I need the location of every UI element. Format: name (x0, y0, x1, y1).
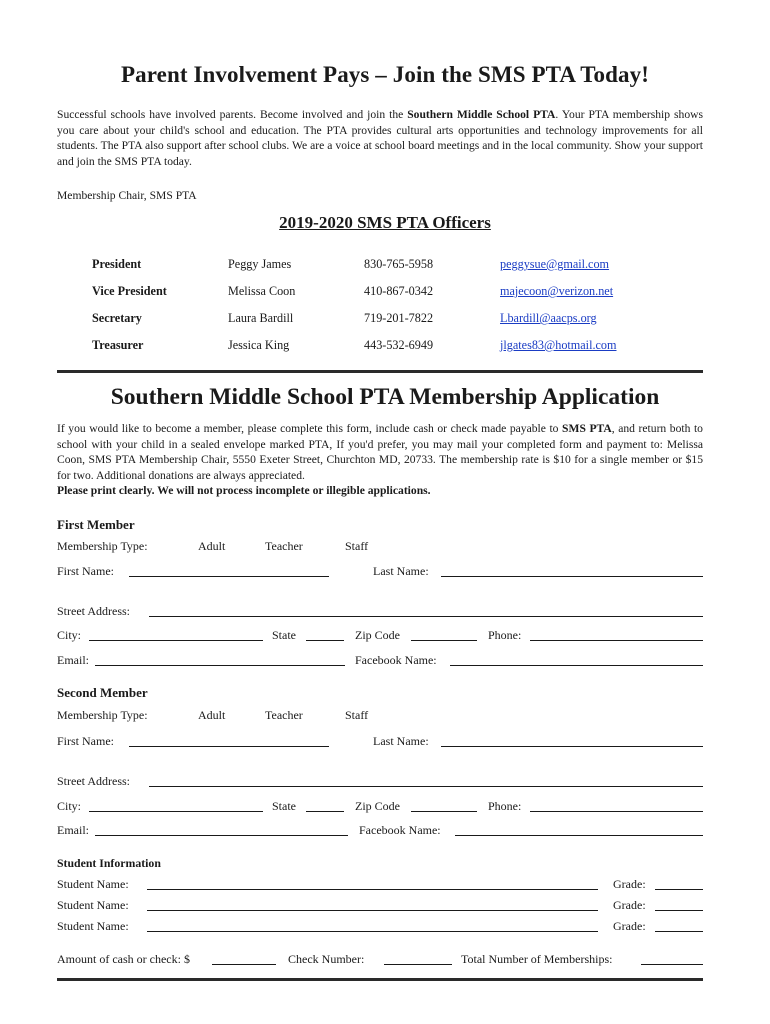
application-title: Southern Middle School PTA Membership Application (110, 384, 660, 410)
type-option-adult[interactable]: Adult (198, 708, 226, 722)
zip-code-field[interactable] (411, 811, 477, 812)
grade-label: Grade: (613, 898, 646, 912)
intro-paragraph: Successful schools have involved parents. Become involved and join the Southern Middle School PTA. Your PTA membership shows you care about your child's school and education. The PTA provides cultural arts opportunities and technology improvements for all students. The PTA also support after school clubs. We are a voice at school board meetings and in the local community. Show your support and join the SMS PTA today. (57, 108, 703, 168)
second-member-heading: Second Member (57, 685, 148, 700)
email-label: Email: (57, 823, 89, 837)
page-title: Parent Involvement Pays – Join the SMS PTA Today! (121, 62, 649, 87)
amount-label: Amount of cash or check: $ (57, 952, 190, 966)
application-instructions: If you would like to become a member, please complete this form, include cash or check made payable to SMS PTA, and return both to school with your child in a sealed envelope marked PTA, If you'd prefer, you may mail your completed form and payment to: Melissa Coon, SMS PTA Membership Chair, 5550 Exeter Street, Churchton MD, 20733. The membership rate is $10 for a single member or $15 for two. Additional donations are always appreciated. Please print clearly. We will not process incomplete or illegible applications. (57, 422, 703, 498)
officer-row (0, 257, 770, 277)
zip-code-field[interactable] (411, 640, 477, 641)
phone-field[interactable] (530, 640, 703, 641)
phone-label: Phone: (488, 799, 522, 813)
grade-label: Grade: (613, 919, 646, 933)
grade-field[interactable] (655, 931, 703, 932)
type-option-staff[interactable]: Staff (345, 539, 369, 553)
facebook-name-label: Facebook Name: (359, 823, 441, 837)
officer-phone: 719-201-7822 (364, 311, 434, 325)
email-field[interactable] (95, 665, 345, 666)
officer-role: President (92, 257, 142, 271)
last-name-label: Last Name: (373, 564, 429, 578)
type-option-adult[interactable]: Adult (198, 539, 226, 553)
facebook-name-field[interactable] (450, 665, 703, 666)
city-field[interactable] (89, 811, 263, 812)
student-name-field[interactable] (147, 910, 598, 911)
facebook-name-label: Facebook Name: (355, 653, 437, 667)
bottom-divider (57, 978, 703, 981)
type-option-staff[interactable]: Staff (345, 708, 369, 722)
city-field[interactable] (89, 640, 263, 641)
amount-field[interactable] (212, 964, 276, 965)
phone-label: Phone: (488, 628, 522, 642)
grade-field[interactable] (655, 910, 703, 911)
street-address-label: Street Address: (57, 774, 130, 788)
email-field[interactable] (95, 835, 348, 836)
officer-role: Vice President (92, 284, 167, 298)
student-name-label: Student Name: (57, 877, 129, 891)
officer-email-link[interactable]: jlgates83@hotmail.com (500, 338, 617, 352)
total-memberships-field[interactable] (641, 964, 703, 965)
membership-type-label: Membership Type: (57, 708, 148, 722)
membership-type-label: Membership Type: (57, 539, 148, 553)
street-address-field[interactable] (149, 616, 703, 617)
student-name-field[interactable] (147, 931, 598, 932)
grade-field[interactable] (655, 889, 703, 890)
type-option-teacher[interactable]: Teacher (265, 708, 303, 722)
first-name-field[interactable] (129, 576, 329, 577)
state-label: State (272, 799, 296, 813)
state-field[interactable] (306, 640, 344, 641)
student-information-heading: Student Information (57, 856, 161, 870)
officer-role: Treasurer (92, 338, 144, 352)
first-name-label: First Name: (57, 734, 114, 748)
city-label: City: (57, 799, 82, 813)
email-label: Email: (57, 653, 89, 667)
type-option-teacher[interactable]: Teacher (265, 539, 303, 553)
officer-name: Melissa Coon (228, 284, 296, 298)
officer-row (0, 338, 770, 358)
check-number-field[interactable] (384, 964, 452, 965)
student-name-label: Student Name: (57, 919, 129, 933)
last-name-field[interactable] (441, 746, 703, 747)
section-divider (57, 370, 703, 373)
last-name-label: Last Name: (373, 734, 429, 748)
state-label: State (272, 628, 296, 642)
last-name-field[interactable] (441, 576, 703, 577)
officer-role: Secretary (92, 311, 142, 325)
street-address-label: Street Address: (57, 604, 130, 618)
student-name-field[interactable] (147, 889, 598, 890)
facebook-name-field[interactable] (455, 835, 703, 836)
first-name-field[interactable] (129, 746, 329, 747)
first-member-heading: First Member (57, 517, 135, 532)
officer-email-link[interactable]: majecoon@verizon.net (500, 284, 614, 298)
membership-chair-line: Membership Chair, SMS PTA (57, 189, 197, 202)
officer-phone: 410-867-0342 (364, 284, 434, 298)
officer-phone: 443-532-6949 (364, 338, 434, 352)
first-name-label: First Name: (57, 564, 114, 578)
print-clearly-note: Please print clearly. We will not process incomplete or illegible applications. (57, 484, 431, 498)
zip-code-label: Zip Code (355, 628, 400, 642)
officer-name: Jessica King (228, 338, 290, 352)
zip-code-label: Zip Code (355, 799, 400, 813)
check-number-label: Check Number: (288, 952, 365, 966)
officer-row (0, 311, 770, 331)
student-name-label: Student Name: (57, 898, 129, 912)
officer-phone: 830-765-5958 (364, 257, 434, 271)
officer-email-link[interactable]: Lbardill@aacps.org (500, 311, 597, 325)
grade-label: Grade: (613, 877, 646, 891)
officer-name: Peggy James (228, 257, 292, 271)
total-memberships-label: Total Number of Memberships: (461, 952, 613, 966)
city-label: City: (57, 628, 82, 642)
officers-title: 2019-2020 SMS PTA Officers (279, 213, 491, 232)
street-address-field[interactable] (149, 786, 703, 787)
officer-name: Laura Bardill (228, 311, 294, 325)
phone-field[interactable] (530, 811, 703, 812)
officer-row (0, 284, 770, 304)
officer-email-link[interactable]: peggysue@gmail.com (500, 257, 610, 271)
state-field[interactable] (306, 811, 344, 812)
